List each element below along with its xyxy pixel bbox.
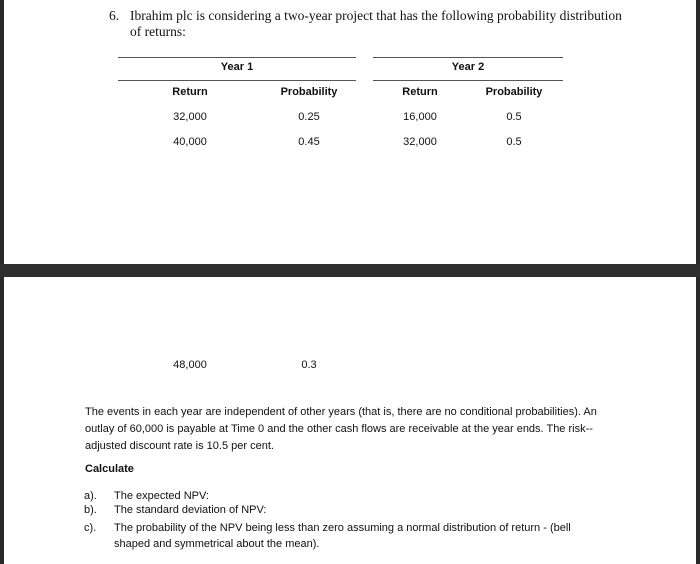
- year1-return-cell: 32,000: [173, 111, 207, 123]
- item-letter: b).: [84, 504, 97, 516]
- column-header-return-year1: Return: [172, 86, 208, 98]
- paragraph-line-1: The events in each year are independent of other years (that is, there are no conditional probabilities). An: [85, 406, 597, 418]
- problem-paragraph: [85, 404, 625, 455]
- year2-probability-cell: 0.5: [506, 136, 522, 148]
- question-text: [109, 8, 629, 42]
- year1-label: Year 1: [220, 61, 254, 73]
- column-header-probability-year1: Probability: [280, 86, 338, 98]
- year1-return-cell: 48,000: [173, 359, 207, 371]
- year2-label: Year 2: [451, 61, 485, 73]
- left-edge: [0, 0, 4, 564]
- column-header-return-year2: Return: [402, 86, 438, 98]
- calculate-heading: Calculate: [85, 463, 134, 475]
- item-letter: c).: [84, 522, 97, 534]
- year1-return-cell: 40,000: [173, 136, 207, 148]
- item-text-continued: shaped and symmetrical about the mean).: [114, 538, 320, 550]
- item-text: The probability of the NPV being less than zero assuming a normal distribution of return - (bell: [114, 522, 571, 534]
- year2-return-cell: 32,000: [403, 136, 437, 148]
- screenshot-divider: [0, 264, 700, 277]
- paragraph-line-3: adjusted discount rate is 10.5 per cent.: [85, 440, 274, 452]
- year2-header-rule: [373, 80, 563, 81]
- year2-probability-cell: 0.5: [506, 111, 522, 123]
- item-text: The expected NPV:: [114, 490, 209, 502]
- year1-probability-cell: 0.25: [298, 111, 320, 123]
- paragraph-line-2: outlay of 60,000 is payable at Time 0 and the other cash flows are receivable at the year ends. The risk--: [85, 423, 593, 435]
- year1-probability-cell: 0.3: [301, 359, 317, 371]
- item-text: The standard deviation of NPV:: [114, 504, 267, 516]
- right-edge: [696, 0, 700, 564]
- year1-top-rule: [118, 57, 356, 58]
- question-line-2: of returns:: [130, 24, 186, 39]
- question-number: 6.: [109, 8, 120, 23]
- year1-header-rule: [118, 80, 356, 81]
- question-line-1: Ibrahim plc is considering a two-year project that has the following probability distribution: [130, 8, 622, 23]
- item-letter: a).: [84, 490, 97, 502]
- year2-top-rule: [373, 57, 563, 58]
- column-header-probability-year2: Probability: [485, 86, 543, 98]
- year2-return-cell: 16,000: [403, 111, 437, 123]
- year1-probability-cell: 0.45: [298, 136, 320, 148]
